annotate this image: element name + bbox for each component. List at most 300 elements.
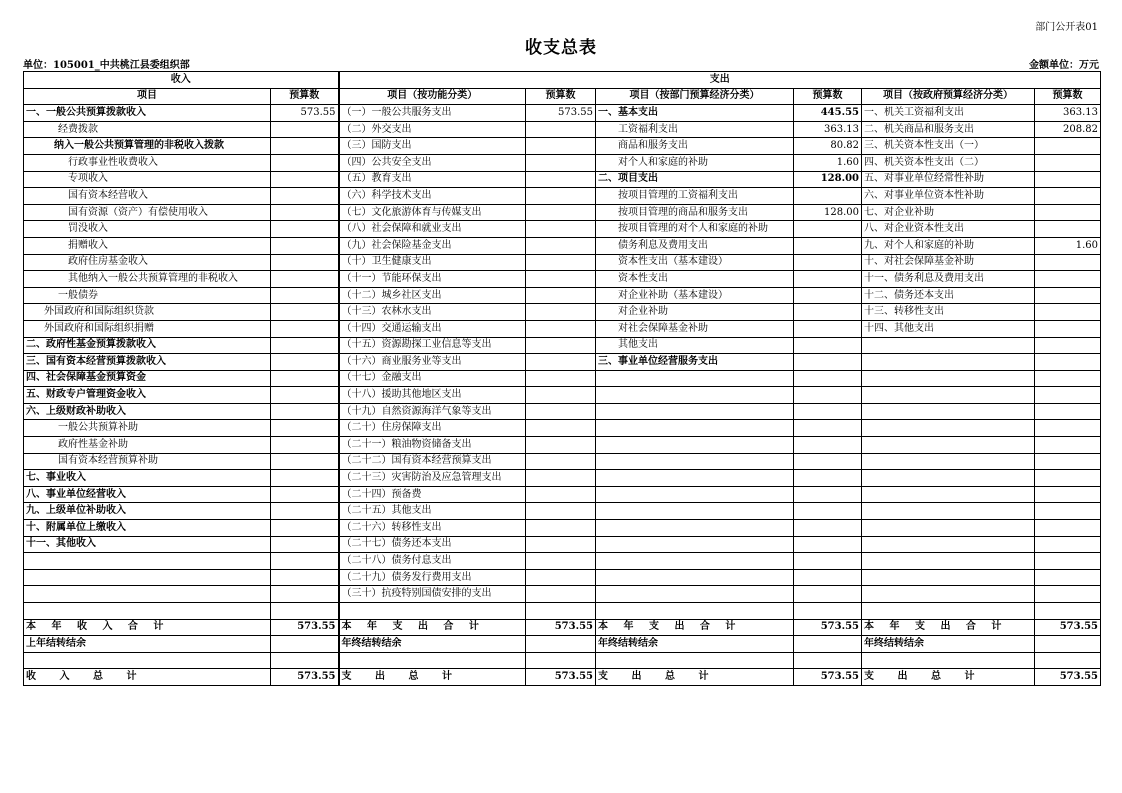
- item-cell: 支 出 总 计: [339, 669, 526, 686]
- amount-cell: [794, 271, 862, 288]
- amount-cell: [526, 354, 596, 371]
- table-row: [24, 503, 1101, 520]
- amount-cell: 1.60: [1035, 237, 1101, 254]
- item-cell: [596, 503, 794, 520]
- amount-cell: 573.55: [271, 105, 339, 122]
- table-row: [24, 287, 1101, 304]
- amount-cell: [526, 536, 596, 553]
- amount-cell: [271, 403, 339, 420]
- column-header: 项目（按政府预算经济分类）: [862, 88, 1035, 105]
- item-cell: [596, 586, 794, 603]
- amount-cell: 573.55: [526, 105, 596, 122]
- amount-cell: [1035, 370, 1101, 387]
- item-cell: （二十四）预备费: [339, 486, 526, 503]
- amount-cell: [271, 569, 339, 586]
- item-cell: （二）外交支出: [339, 121, 526, 138]
- amount-cell: [526, 337, 596, 354]
- amount-cell: [526, 437, 596, 454]
- amount-cell: [1035, 188, 1101, 205]
- amount-cell: [794, 470, 862, 487]
- item-cell: [24, 569, 271, 586]
- amount-cell: [1035, 652, 1101, 669]
- table-row: [24, 486, 1101, 503]
- amount-cell: [271, 652, 339, 669]
- item-cell: （七）文化旅游体育与传媒支出: [339, 204, 526, 221]
- item-cell: （九）社会保险基金支出: [339, 237, 526, 254]
- item-cell: （十三）农林水支出: [339, 304, 526, 321]
- amount-cell: 573.55: [526, 619, 596, 636]
- item-cell: 一般公共预算补助: [24, 420, 271, 437]
- item-cell: 行政事业性收费收入: [24, 154, 271, 171]
- item-cell: （二十一）粮油物资储备支出: [339, 437, 526, 454]
- amount-cell: [1035, 304, 1101, 321]
- amount-cell: [794, 553, 862, 570]
- item-cell: 罚没收入: [24, 221, 271, 238]
- table-row: [24, 188, 1101, 205]
- item-cell: 按项目管理的对个人和家庭的补助: [596, 221, 794, 238]
- amount-cell: [271, 370, 339, 387]
- amount-cell: [526, 553, 596, 570]
- item-cell: [596, 370, 794, 387]
- item-cell: 工资福利支出: [596, 121, 794, 138]
- amount-cell: [271, 221, 339, 238]
- item-cell: [862, 420, 1035, 437]
- amount-cell: [1035, 437, 1101, 454]
- item-cell: （二十九）债务发行费用支出: [339, 569, 526, 586]
- amount-cell: [271, 337, 339, 354]
- item-cell: [596, 536, 794, 553]
- item-cell: [862, 403, 1035, 420]
- table-body: [24, 72, 1101, 686]
- amount-cell: [526, 370, 596, 387]
- item-cell: [862, 553, 1035, 570]
- amount-cell: [794, 636, 862, 653]
- amount-cell: [271, 503, 339, 520]
- amount-cell: [271, 420, 339, 437]
- amount-cell: [1035, 553, 1101, 570]
- amount-cell: [1035, 403, 1101, 420]
- item-cell: 对社会保障基金补助: [596, 320, 794, 337]
- amount-cell: 445.55: [794, 105, 862, 122]
- table-row: [24, 221, 1101, 238]
- item-cell: 十、对社会保障基金补助: [862, 254, 1035, 271]
- table-row: [24, 121, 1101, 138]
- amount-cell: [526, 503, 596, 520]
- amount-cell: [526, 569, 596, 586]
- table-row: [24, 204, 1101, 221]
- item-cell: （十六）商业服务业等支出: [339, 354, 526, 371]
- amount-cell: [526, 138, 596, 155]
- section-expense: 支出: [339, 72, 1101, 89]
- amount-cell: 573.55: [1035, 669, 1101, 686]
- table-row: [24, 652, 1101, 669]
- amount-cell: [526, 204, 596, 221]
- item-cell: 商品和服务支出: [596, 138, 794, 155]
- item-cell: [596, 569, 794, 586]
- amount-cell: [1035, 520, 1101, 537]
- amount-cell: [526, 254, 596, 271]
- amount-cell: [1035, 536, 1101, 553]
- item-cell: 本 年 支 出 合 计: [596, 619, 794, 636]
- table-row: [24, 271, 1101, 288]
- amount-cell: 1.60: [794, 154, 862, 171]
- item-cell: [596, 486, 794, 503]
- item-cell: 经费拨款: [24, 121, 271, 138]
- table-row: [24, 154, 1101, 171]
- item-cell: 捐赠收入: [24, 237, 271, 254]
- amount-cell: [1035, 387, 1101, 404]
- table-row: [24, 619, 1101, 636]
- item-cell: [862, 470, 1035, 487]
- amount-cell: [526, 520, 596, 537]
- item-cell: [596, 453, 794, 470]
- amount-cell: [794, 337, 862, 354]
- item-cell: 其他支出: [596, 337, 794, 354]
- item-cell: [862, 520, 1035, 537]
- amount-cell: [526, 271, 596, 288]
- item-cell: [339, 652, 526, 669]
- item-cell: 十、附属单位上缴收入: [24, 520, 271, 537]
- amount-cell: [271, 138, 339, 155]
- item-cell: 债务利息及费用支出: [596, 237, 794, 254]
- amount-cell: 128.00: [794, 204, 862, 221]
- item-cell: （五）教育支出: [339, 171, 526, 188]
- item-cell: [596, 420, 794, 437]
- item-cell: [862, 337, 1035, 354]
- form-id: 部门公开表01: [1035, 22, 1098, 33]
- item-cell: 纳入一般公共预算管理的非税收入拨款: [24, 138, 271, 155]
- amount-cell: [271, 271, 339, 288]
- amount-cell: [794, 603, 862, 620]
- item-cell: [862, 387, 1035, 404]
- item-cell: [339, 603, 526, 620]
- item-cell: 二、政府性基金预算拨款收入: [24, 337, 271, 354]
- amount-cell: [271, 636, 339, 653]
- amount-cell: 573.55: [271, 619, 339, 636]
- item-cell: 对企业补助: [596, 304, 794, 321]
- amount-cell: [1035, 470, 1101, 487]
- amount-cell: [794, 403, 862, 420]
- table-row: [24, 669, 1101, 686]
- table-row: [24, 387, 1101, 404]
- item-cell: [596, 652, 794, 669]
- item-cell: 一、一般公共预算拨款收入: [24, 105, 271, 122]
- item-cell: 年终结转结余: [862, 636, 1035, 653]
- amount-cell: 573.55: [794, 669, 862, 686]
- item-cell: 十一、其他收入: [24, 536, 271, 553]
- table-row: [24, 520, 1101, 537]
- item-cell: 十三、转移性支出: [862, 304, 1035, 321]
- column-header: 预算数: [271, 88, 339, 105]
- item-cell: （一）一般公共服务支出: [339, 105, 526, 122]
- amount-cell: [1035, 503, 1101, 520]
- column-header: 预算数: [1035, 88, 1101, 105]
- item-cell: 其他纳入一般公共预算管理的非税收入: [24, 271, 271, 288]
- item-cell: 专项收入: [24, 171, 271, 188]
- amount-cell: [794, 188, 862, 205]
- item-cell: 三、国有资本经营预算拨款收入: [24, 354, 271, 371]
- table-row: [24, 254, 1101, 271]
- item-cell: 九、对个人和家庭的补助: [862, 237, 1035, 254]
- amount-cell: [794, 536, 862, 553]
- table-row: [24, 320, 1101, 337]
- item-cell: 十二、债务还本支出: [862, 287, 1035, 304]
- amount-cell: [526, 403, 596, 420]
- item-cell: 六、对事业单位资本性补助: [862, 188, 1035, 205]
- table-row: [24, 105, 1101, 122]
- amount-cell: [1035, 420, 1101, 437]
- item-cell: （十二）城乡社区支出: [339, 287, 526, 304]
- table-row: [24, 370, 1101, 387]
- table-row: [24, 603, 1101, 620]
- table-row: [24, 636, 1101, 653]
- amount-cell: 573.55: [271, 669, 339, 686]
- page-title: 收支总表: [525, 38, 597, 58]
- amount-cell: [1035, 453, 1101, 470]
- amount-cell: [794, 354, 862, 371]
- item-cell: 五、对事业单位经常性补助: [862, 171, 1035, 188]
- amount-cell: [794, 370, 862, 387]
- item-cell: 八、事业单位经营收入: [24, 486, 271, 503]
- item-cell: 八、对企业资本性支出: [862, 221, 1035, 238]
- item-cell: 政府性基金补助: [24, 437, 271, 454]
- amount-cell: [271, 354, 339, 371]
- amount-cell: [271, 204, 339, 221]
- item-cell: 本 年 支 出 合 计: [862, 619, 1035, 636]
- item-cell: 四、机关资本性支出（二）: [862, 154, 1035, 171]
- item-cell: 对个人和家庭的补助: [596, 154, 794, 171]
- item-cell: 九、上级单位补助收入: [24, 503, 271, 520]
- amount-cell: [1035, 636, 1101, 653]
- amount-cell: [271, 520, 339, 537]
- item-cell: 十四、其他支出: [862, 320, 1035, 337]
- item-cell: [24, 603, 271, 620]
- budget-table: [23, 71, 1101, 686]
- amount-cell: [526, 304, 596, 321]
- item-cell: （二十三）灾害防治及应急管理支出: [339, 470, 526, 487]
- item-cell: 收 入 总 计: [24, 669, 271, 686]
- amount-cell: [794, 520, 862, 537]
- amount-cell: [526, 171, 596, 188]
- amount-cell: [794, 320, 862, 337]
- item-cell: （十一）节能环保支出: [339, 271, 526, 288]
- item-cell: 年终结转结余: [339, 636, 526, 653]
- amount-cell: [526, 453, 596, 470]
- table-row: [24, 138, 1101, 155]
- amount-cell: 128.00: [794, 171, 862, 188]
- amount-cell: [526, 221, 596, 238]
- amount-cell: 363.13: [794, 121, 862, 138]
- amount-cell: [271, 470, 339, 487]
- item-cell: [596, 603, 794, 620]
- item-cell: （十）卫生健康支出: [339, 254, 526, 271]
- item-cell: [862, 652, 1035, 669]
- item-cell: [862, 586, 1035, 603]
- table-row: [24, 171, 1101, 188]
- item-cell: 七、事业收入: [24, 470, 271, 487]
- item-cell: 二、机关商品和服务支出: [862, 121, 1035, 138]
- item-cell: 十一、债务利息及费用支出: [862, 271, 1035, 288]
- amount-cell: [1035, 569, 1101, 586]
- table-row: [24, 453, 1101, 470]
- item-cell: [862, 453, 1035, 470]
- amount-cell: [1035, 204, 1101, 221]
- item-cell: 资本性支出: [596, 271, 794, 288]
- amount-cell: [526, 154, 596, 171]
- item-cell: 外国政府和国际组织贷款: [24, 304, 271, 321]
- amount-cell: [1035, 138, 1101, 155]
- item-cell: 一、机关工资福利支出: [862, 105, 1035, 122]
- amount-cell: [794, 486, 862, 503]
- amount-cell: [271, 171, 339, 188]
- amount-cell: [526, 603, 596, 620]
- amount-cell: [794, 503, 862, 520]
- item-cell: （十五）资源勘探工业信息等支出: [339, 337, 526, 354]
- item-cell: [596, 437, 794, 454]
- amount-cell: [526, 287, 596, 304]
- column-header: 项目: [24, 88, 271, 105]
- item-cell: [862, 370, 1035, 387]
- amount-cell: [794, 437, 862, 454]
- item-cell: 二、项目支出: [596, 171, 794, 188]
- item-cell: [862, 603, 1035, 620]
- table-row: [24, 304, 1101, 321]
- amount-cell: [526, 652, 596, 669]
- item-cell: [862, 486, 1035, 503]
- amount-cell: [526, 470, 596, 487]
- column-header: 项目（按部门预算经济分类）: [596, 88, 794, 105]
- amount-cell: [526, 420, 596, 437]
- amount-cell: [1035, 287, 1101, 304]
- amount-cell: [526, 486, 596, 503]
- item-cell: （十七）金融支出: [339, 370, 526, 387]
- amount-cell: [794, 387, 862, 404]
- item-cell: 资本性支出（基本建设）: [596, 254, 794, 271]
- amount-cell: [1035, 586, 1101, 603]
- column-header: 预算数: [794, 88, 862, 105]
- meta-line: [23, 56, 1099, 71]
- amount-cell: [1035, 603, 1101, 620]
- item-cell: 国有资本经营收入: [24, 188, 271, 205]
- table-row: [24, 553, 1101, 570]
- amount-cell: [794, 237, 862, 254]
- amount-cell: [1035, 221, 1101, 238]
- table-row: [24, 237, 1101, 254]
- item-cell: 六、上级财政补助收入: [24, 403, 271, 420]
- item-cell: 支 出 总 计: [862, 669, 1035, 686]
- amount-cell: [794, 287, 862, 304]
- amount-cell: [1035, 354, 1101, 371]
- item-cell: [862, 437, 1035, 454]
- item-cell: [596, 520, 794, 537]
- item-cell: [862, 569, 1035, 586]
- item-cell: （三十）抗疫特别国债安排的支出: [339, 586, 526, 603]
- item-cell: 对企业补助（基本建设）: [596, 287, 794, 304]
- amount-cell: [271, 188, 339, 205]
- amount-cell: [271, 437, 339, 454]
- item-cell: （二十八）债务付息支出: [339, 553, 526, 570]
- item-cell: 国有资源（资产）有偿使用收入: [24, 204, 271, 221]
- amount-cell: [526, 320, 596, 337]
- amount-cell: 363.13: [1035, 105, 1101, 122]
- item-cell: [596, 403, 794, 420]
- table-row: [24, 586, 1101, 603]
- item-cell: 按项目管理的商品和服务支出: [596, 204, 794, 221]
- amount-cell: [794, 453, 862, 470]
- item-cell: （八）社会保障和就业支出: [339, 221, 526, 238]
- amount-cell: [794, 254, 862, 271]
- table-row: [24, 437, 1101, 454]
- amount-cell: [794, 304, 862, 321]
- item-cell: 七、对企业补助: [862, 204, 1035, 221]
- amount-cell: [271, 254, 339, 271]
- amount-cell: [271, 553, 339, 570]
- item-cell: （二十）住房保障支出: [339, 420, 526, 437]
- amount-cell: 208.82: [1035, 121, 1101, 138]
- item-cell: （二十二）国有资本经营预算支出: [339, 453, 526, 470]
- item-cell: 一般债券: [24, 287, 271, 304]
- item-cell: 五、财政专户管理资金收入: [24, 387, 271, 404]
- amount-cell: [271, 304, 339, 321]
- amount-cell: [1035, 271, 1101, 288]
- amount-cell: 80.82: [794, 138, 862, 155]
- item-cell: [24, 652, 271, 669]
- amount-cell: [271, 121, 339, 138]
- amount-cell: 573.55: [794, 619, 862, 636]
- amount-cell: [1035, 254, 1101, 271]
- amount-cell: [271, 586, 339, 603]
- item-cell: （四）公共安全支出: [339, 154, 526, 171]
- amount-cell: [794, 221, 862, 238]
- item-cell: 三、事业单位经营服务支出: [596, 354, 794, 371]
- item-cell: 支 出 总 计: [596, 669, 794, 686]
- item-cell: （二十六）转移性支出: [339, 520, 526, 537]
- item-cell: 本 年 收 入 合 计: [24, 619, 271, 636]
- table-row: [24, 569, 1101, 586]
- amount-cell: [271, 320, 339, 337]
- item-cell: （三）国防支出: [339, 138, 526, 155]
- amount-cell: [1035, 337, 1101, 354]
- amount-cell: [526, 237, 596, 254]
- item-cell: [24, 586, 271, 603]
- item-cell: [596, 553, 794, 570]
- table-row: [24, 354, 1101, 371]
- column-header: 项目（按功能分类）: [339, 88, 526, 105]
- amount-cell: [271, 237, 339, 254]
- amount-cell: [271, 603, 339, 620]
- amount-cell: [271, 536, 339, 553]
- amount-cell: [526, 387, 596, 404]
- table-row: [24, 337, 1101, 354]
- table-row: [24, 470, 1101, 487]
- item-cell: 外国政府和国际组织捐赠: [24, 320, 271, 337]
- item-cell: （二十五）其他支出: [339, 503, 526, 520]
- amount-cell: [526, 121, 596, 138]
- table-row: [24, 536, 1101, 553]
- item-cell: 三、机关资本性支出（一）: [862, 138, 1035, 155]
- item-cell: 本 年 支 出 合 计: [339, 619, 526, 636]
- amount-cell: 573.55: [526, 669, 596, 686]
- amount-cell: [794, 586, 862, 603]
- section-income: 收入: [24, 72, 339, 89]
- amount-cell: [1035, 486, 1101, 503]
- column-header-row: [24, 88, 1101, 105]
- item-cell: 上年结转结余: [24, 636, 271, 653]
- item-cell: [862, 354, 1035, 371]
- amount-cell: [526, 636, 596, 653]
- amount-cell: [526, 586, 596, 603]
- amount-cell: [271, 387, 339, 404]
